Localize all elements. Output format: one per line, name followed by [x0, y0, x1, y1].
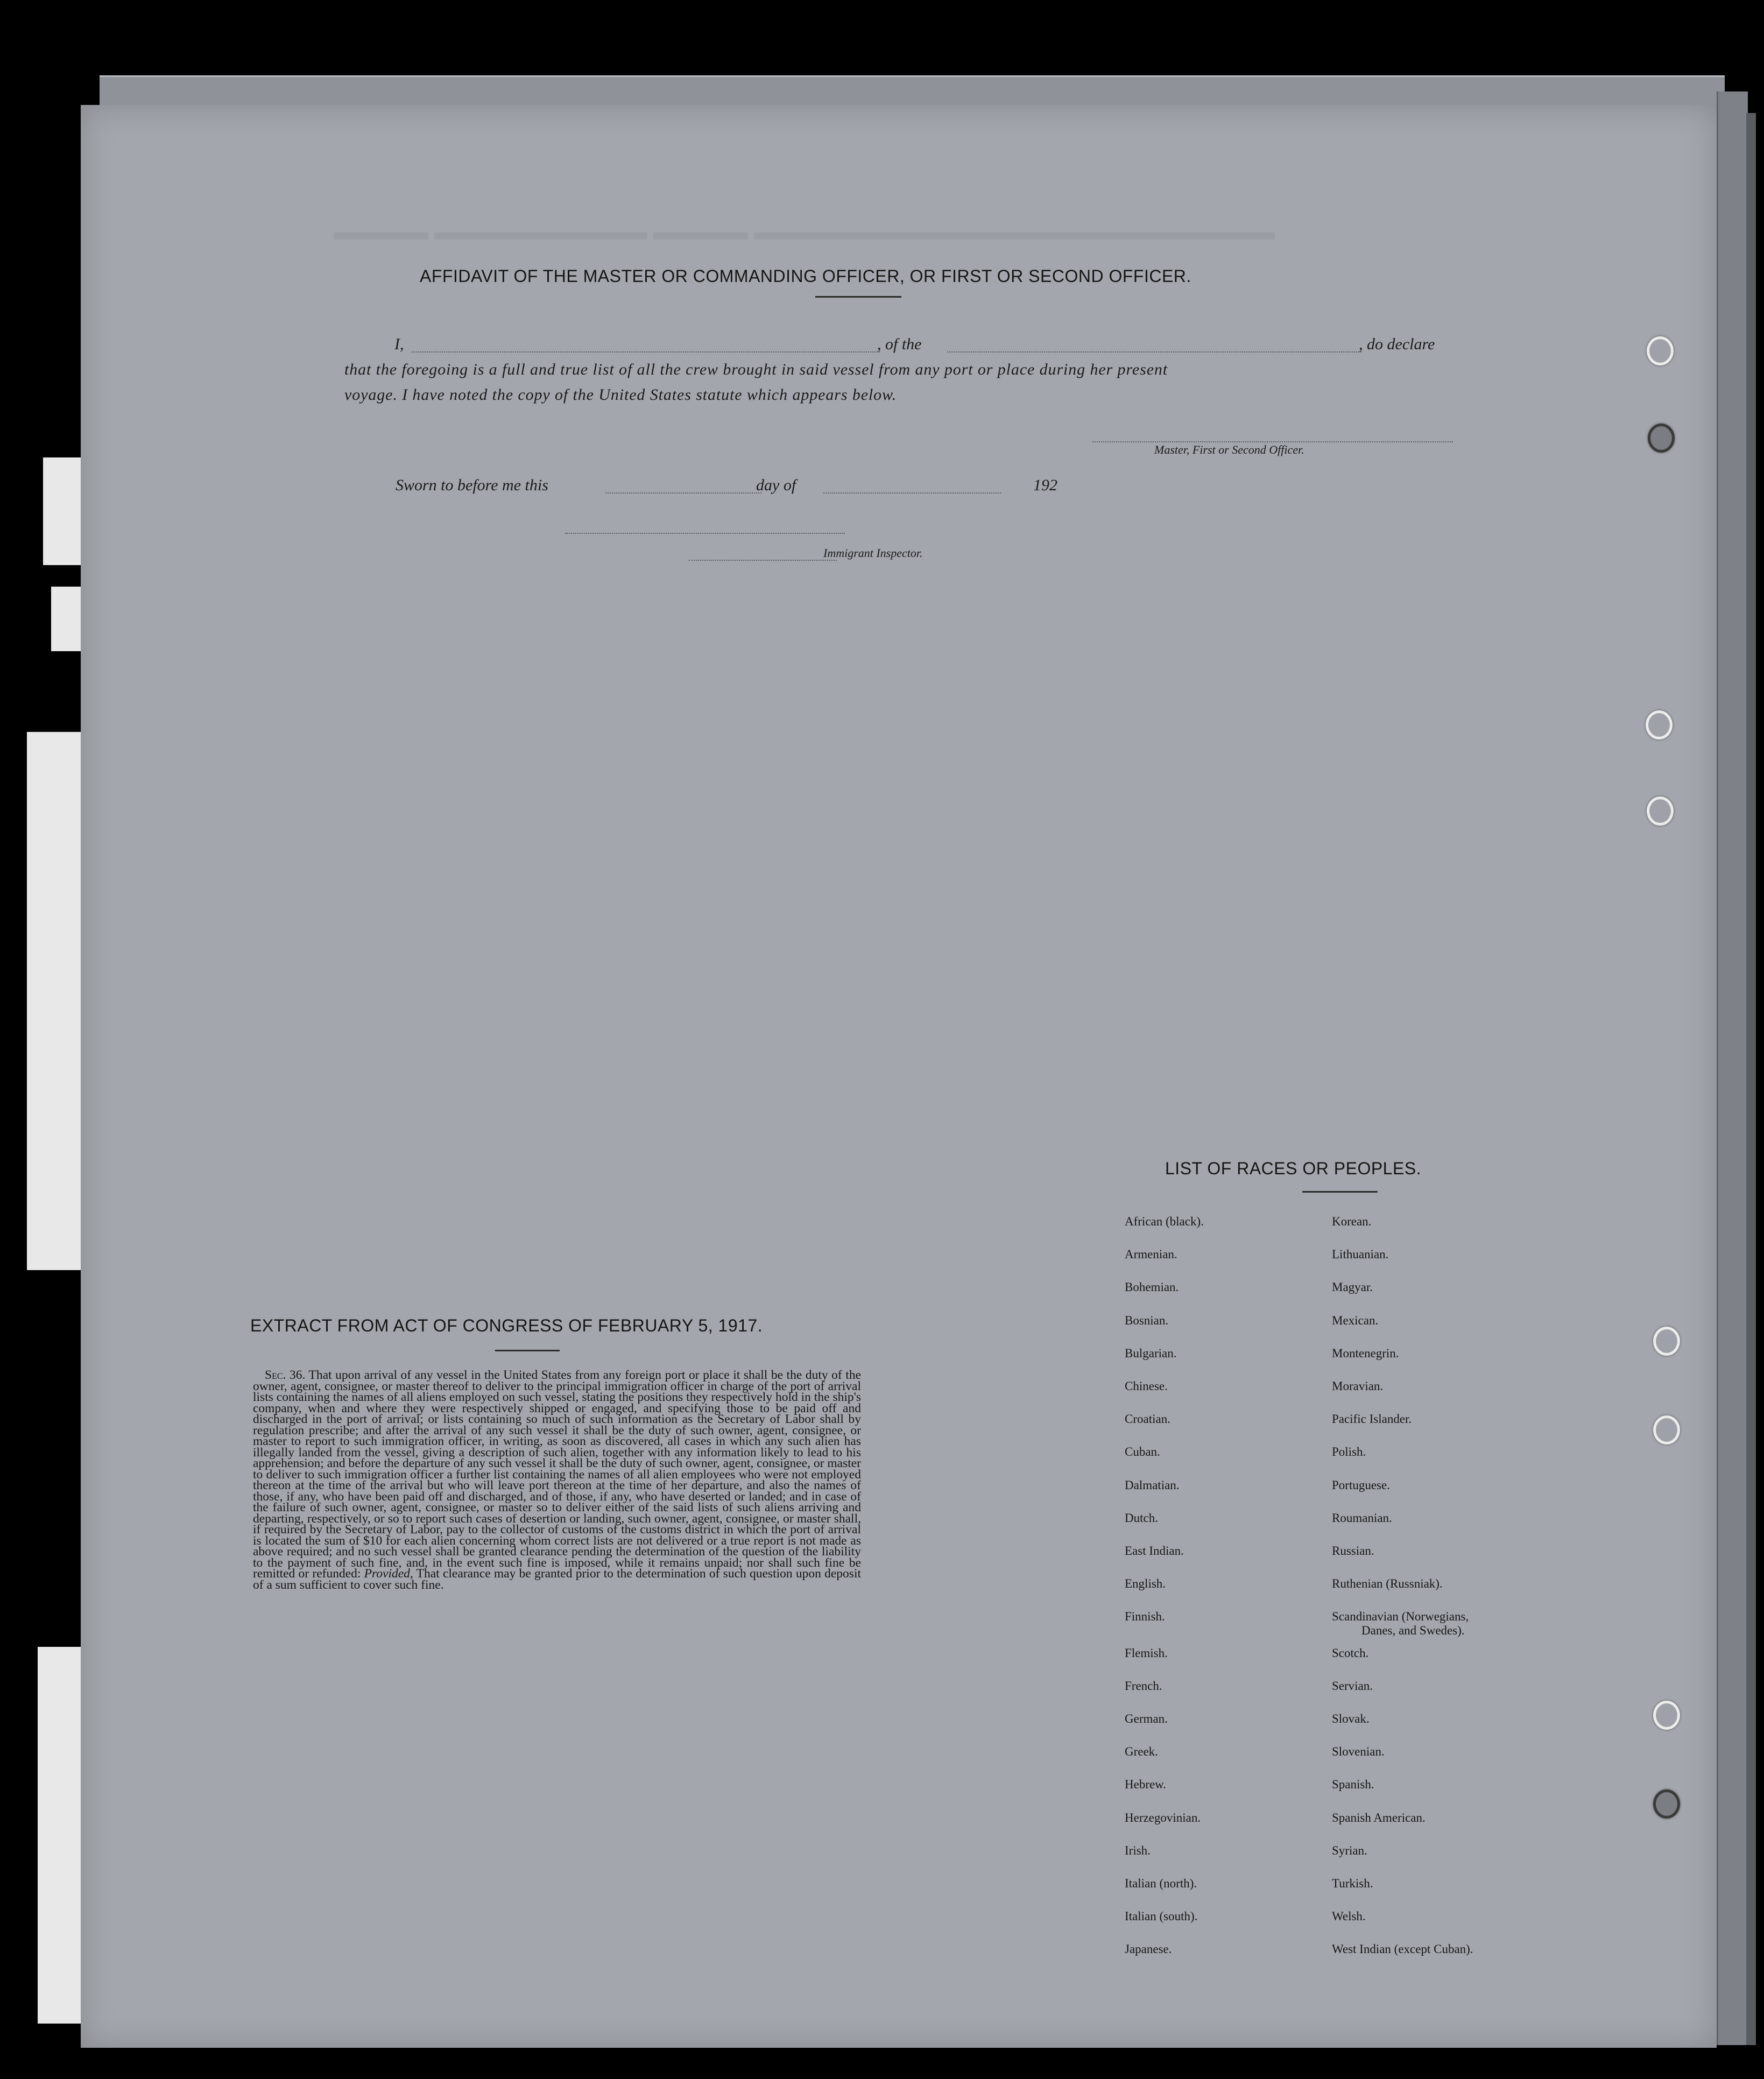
race-item: Irish. — [1125, 1843, 1151, 1857]
binding-tab — [51, 587, 81, 651]
race-item: Bulgarian. — [1125, 1346, 1177, 1360]
document-page — [81, 105, 1717, 2048]
race-item: English. — [1125, 1577, 1166, 1591]
race-item: Chinese. — [1125, 1379, 1168, 1393]
affidavit-line1-start: I, — [394, 335, 404, 353]
race-item: West Indian (except Cuban). — [1332, 1942, 1473, 1956]
binding-strip — [27, 732, 81, 1270]
race-item: Pacific Islander. — [1332, 1412, 1412, 1426]
page-right-edge — [1717, 91, 1748, 2045]
inspector-caption: Immigrant Inspector. — [823, 546, 923, 560]
sworn-month-blank — [823, 492, 1001, 494]
race-item: Montenegrin. — [1332, 1346, 1399, 1360]
extract-section-label: Sec. 36. — [265, 1368, 306, 1382]
race-item: Welsh. — [1332, 1909, 1366, 1923]
race-item: Ruthenian (Russniak). — [1332, 1577, 1443, 1591]
race-item: Syrian. — [1332, 1843, 1367, 1857]
race-item: Slovenian. — [1332, 1745, 1385, 1759]
race-item: Greek. — [1125, 1745, 1158, 1759]
master-name-blank — [412, 351, 880, 353]
title-underline — [815, 296, 901, 298]
bleed-through-text: ▬▬▬▬ ▬▬▬▬▬▬▬▬▬ ▬▬▬▬ ▬▬▬▬▬▬▬▬▬▬▬▬▬▬▬▬▬▬▬▬▬▬ — [334, 219, 1275, 245]
punch-hole — [1653, 1415, 1680, 1444]
race-item: Dalmatian. — [1125, 1478, 1180, 1492]
punch-hole — [1653, 1327, 1680, 1356]
affidavit-of-the: , of the — [877, 335, 922, 353]
punch-hole — [1646, 710, 1673, 739]
race-item: East Indian. — [1125, 1544, 1184, 1558]
page-far-right-edge — [1746, 113, 1756, 2045]
race-item: Scotch. — [1332, 1646, 1369, 1660]
affidavit-title: AFFIDAVIT OF THE MASTER OR COMMANDING OFFICER, OR FIRST OR SECOND OFFICER. — [420, 266, 1191, 286]
extract-title: EXTRACT FROM ACT OF CONGRESS OF FEBRUARY 5, 1917. — [250, 1316, 763, 1335]
sworn-prefix: Sworn to before me this — [396, 476, 548, 494]
race-item: Italian (south). — [1125, 1909, 1198, 1923]
punch-hole — [1653, 1789, 1680, 1819]
affidavit-line3: voyage. I have noted the copy of the United States statute which appears below. — [344, 386, 897, 404]
affidavit-line2: that the foregoing is a full and true list of all the crew brought in said vessel from any port or place during her present — [344, 361, 1168, 378]
race-item: Croatian. — [1125, 1412, 1170, 1426]
race-item: French. — [1125, 1679, 1162, 1693]
race-item: Russian. — [1332, 1544, 1374, 1558]
race-item: Korean. — [1332, 1215, 1372, 1228]
punch-hole — [1648, 424, 1675, 453]
race-item: Hebrew. — [1125, 1778, 1167, 1792]
race-item: African (black). — [1125, 1215, 1204, 1228]
sworn-day-of: day of — [756, 476, 796, 494]
race-item: Japanese. — [1125, 1942, 1172, 1956]
sworn-day-blank — [605, 492, 761, 494]
race-item: Herzegovinian. — [1125, 1810, 1201, 1824]
race-item: Armenian. — [1125, 1248, 1177, 1262]
race-item: Finnish. — [1125, 1610, 1165, 1624]
race-item: Bohemian. — [1125, 1280, 1179, 1294]
race-item: Spanish American. — [1332, 1810, 1426, 1824]
binding-tab — [43, 457, 81, 565]
inspector-short-line — [689, 560, 837, 561]
race-item: Spanish. — [1332, 1778, 1374, 1792]
race-item: Magyar. — [1332, 1280, 1373, 1294]
race-item: Italian (north). — [1125, 1877, 1197, 1890]
punch-hole — [1647, 797, 1674, 826]
punch-hole — [1647, 336, 1674, 365]
master-caption: Master, First or Second Officer. — [1154, 443, 1304, 456]
race-item: Flemish. — [1125, 1646, 1168, 1660]
race-item: Cuban. — [1125, 1445, 1160, 1459]
master-signature-line — [1092, 441, 1453, 442]
binding-strip — [38, 1647, 81, 2024]
extract-underline — [495, 1350, 560, 1351]
extract-body — [253, 1370, 861, 1590]
extract-provided: Provided, — [364, 1567, 413, 1581]
races-title: LIST OF RACES OR PEOPLES. — [1165, 1159, 1422, 1178]
race-item: Scandinavian (Norwegians, — [1332, 1610, 1469, 1624]
punch-hole — [1653, 1701, 1680, 1730]
vessel-name-blank — [947, 351, 1361, 353]
race-item: Turkish. — [1332, 1877, 1373, 1890]
races-underline — [1302, 1191, 1378, 1193]
affidavit-do-declare: , do declare — [1359, 335, 1435, 353]
race-item: Slovak. — [1332, 1712, 1370, 1725]
race-item: German. — [1125, 1712, 1168, 1725]
race-item: Roumanian. — [1332, 1511, 1392, 1525]
race-item: Servian. — [1332, 1679, 1373, 1693]
race-item-continuation: Danes, and Swedes). — [1361, 1624, 1465, 1638]
race-item: Polish. — [1332, 1445, 1366, 1459]
race-item: Dutch. — [1125, 1511, 1158, 1525]
race-item: Moravian. — [1332, 1379, 1384, 1393]
extract-provided-rest: That clearance may be granted prior to the determination of such question upon deposit of a sum sufficient to cover such fine. — [253, 1567, 862, 1592]
inspector-signature-line — [565, 533, 845, 534]
race-item: Bosnian. — [1125, 1313, 1169, 1327]
race-item: Mexican. — [1332, 1313, 1379, 1327]
sworn-year: 192 — [1033, 476, 1057, 494]
race-item: Portuguese. — [1332, 1478, 1390, 1492]
page-top-edge — [100, 75, 1725, 109]
extract-body-text: That upon arrival of any vessel in the United States from any foreign port or place it shall be the duty of the owner, agent, consignee, or master thereof to deliver to the principal immigration officer in charge of the port of arrival lists containing the names of all aliens employed on such vessel, stating the positions they respectively hold in the ship's company, when and where they were respectively shipped or engaged, and specifying those to be paid off and discharged in the port of arrival; or lists containing so much of such information as the Secretary of Labor shall by regulation prescribe; and after the arrival of any such vessel it shall be the duty of such owner, agent, consignee, or master to report to such immigration officer, in writing, as soon as discovered, all cases in which any such alien has illegally landed from the vessel, giving a description of such alien, together with any information likely to lead to his apprehension; and before the departure of any such vessel it shall be the duty of such owner, agent, consignee, or master to deliver to such immigration officer a further list containing the names of all alien employees who were not employed thereon at the time of the arrival but who will leave port thereon at the time of her departure, and also the names of those, if any, who have been paid off and discharged, and of those, if any, who have deserted or landed; and in case of the failure of such owner, agent, consignee, or master so to deliver either of the said lists of such aliens arriving and departing, respectively, or so to report such cases of desertion or landing, such owner, agent, consignee, or master shall, if required by the Secretary of Labor, pay to the collector of customs of the customs district in which the port of arrival is located the sum of $10 for each alien concerning whom correct lists are not delivered or a true report is not made as above required; and no such vessel shall be granted clearance pending the determination of the question of the liability to the payment of such fine, and, in the event such fine is imposed, while it remains unpaid; nor shall such fine be remitted or refunded: — [253, 1368, 862, 1581]
race-item: Lithuanian. — [1332, 1248, 1389, 1262]
